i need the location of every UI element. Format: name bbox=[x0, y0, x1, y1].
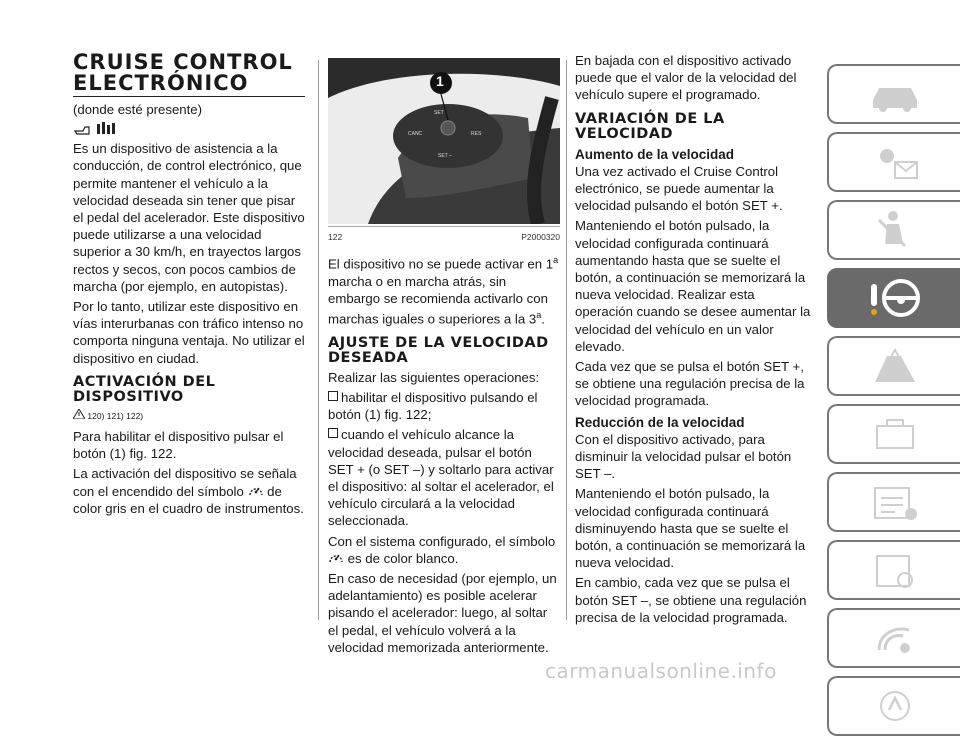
figure-caption bbox=[328, 226, 560, 246]
decrease-paragraph-3: En cambio, cada vez que se pulsa el botón SET –, se obtiene una regulación precisa de la velocidad programada. bbox=[575, 575, 807, 625]
gear-text-c: . bbox=[541, 311, 545, 327]
availability-note: (donde esté presente) bbox=[73, 102, 203, 117]
tab-specs[interactable] bbox=[827, 540, 960, 600]
city-usage-paragraph: Por lo tanto, utilizar este dispositivo en vías interurbanas con tráfico intenso no comporta ninguna ventaja. No utilizar el dispositivo en ciudad. bbox=[73, 299, 305, 366]
decrease-paragraph-2: Manteniendo el botón pulsado, la velocidad configurada continuará disminuyendo hasta que se suelte el botón, a continuación se memorizará la nueva velocidad. bbox=[575, 486, 806, 571]
figure-code: P2000320 bbox=[521, 232, 560, 242]
warning-triangle-icon bbox=[73, 409, 85, 419]
bullet-item-1 bbox=[328, 389, 560, 423]
symbol-text-a: La activación del dispositivo se señala con el encendido del símbolo bbox=[73, 466, 297, 499]
tab-road-warning[interactable] bbox=[827, 336, 960, 396]
warning-refs bbox=[73, 408, 305, 425]
downhill-paragraph: En bajada con el dispositivo activado puede que el valor de la velocidad del vehículo supere el programado. bbox=[575, 53, 797, 103]
subheading-increase: Aumento de la velocidad bbox=[575, 146, 735, 162]
overtaking-paragraph: En caso de necesidad (por ejemplo, un adelantamiento) es posible acelerar pisando el acelerador: luego, al soltar el pedal, el vehículo volverá a la velocidad memorizada anteriormente. bbox=[328, 571, 557, 655]
title-line-2: ELECTRÓNICO bbox=[73, 71, 249, 95]
figure-number: 122 bbox=[328, 232, 343, 242]
cruise-control-symbol-icon bbox=[248, 484, 264, 498]
increase-paragraph-1: Una vez activado el Cruise Control electrónico, se puede aumentar la velocidad pulsando el botón SET +. bbox=[575, 163, 783, 214]
multimedia-icon bbox=[865, 614, 925, 662]
section-title-set-speed: AJUSTE DE LA VELOCIDAD DESEADA bbox=[328, 334, 549, 366]
column-1 bbox=[73, 52, 305, 520]
subheading-decrease: Reducción de la velocidad bbox=[575, 414, 745, 430]
gear-paragraph bbox=[328, 252, 560, 328]
service-schedule-icon bbox=[865, 478, 925, 526]
tab-service-schedule[interactable] bbox=[827, 472, 960, 532]
specs-icon bbox=[865, 546, 925, 594]
gear-sup-1: a bbox=[553, 255, 559, 266]
gear-text-b: marcha o en marcha atrás, sin embargo se recomienda activarlo con marchas iguales o superiores a la 3 bbox=[328, 273, 548, 327]
figure-callout-1: 1 bbox=[436, 73, 444, 89]
intro-paragraph: Es un dispositivo de asistencia a la conducción, de control electrónico, que permite mantener el vehículo a la velocidad deseada sin tener que pisar el pedal del acelerador. Este dispositivo puede utilizarse a una velocidad superior a 30 km/h, en trayectos largos rectos y secos, con pocos cambios de marcha (por ejemplo, en autopistas). bbox=[73, 141, 305, 294]
cruise-control-symbol-icon bbox=[328, 551, 344, 565]
configured-text-a: Con el sistema configurado, el símbolo bbox=[328, 533, 556, 549]
section-title-activation: ACTIVACIÓN DEL DISPOSITIVO bbox=[73, 373, 216, 405]
title-line-1: CRUISE CONTROL bbox=[73, 50, 293, 74]
symbol-text-b: de color gris en el cuadro de instrumentos. bbox=[73, 483, 304, 516]
bullet-box-icon bbox=[328, 428, 338, 438]
gear-sup-2: a bbox=[536, 310, 542, 321]
tab-car[interactable] bbox=[827, 64, 960, 124]
button-label-set-minus: SET – bbox=[438, 153, 452, 159]
configured-text-b: es de color blanco. bbox=[347, 550, 459, 566]
bullet-box-icon bbox=[328, 391, 338, 401]
dashboard-lights-icon bbox=[865, 138, 925, 186]
button-label-set: SET bbox=[434, 110, 444, 116]
bullet-item-2 bbox=[328, 426, 560, 529]
tab-multimedia[interactable] bbox=[827, 608, 960, 668]
toolbox-icon bbox=[865, 410, 925, 458]
steering-wheel-key-icon bbox=[865, 274, 925, 322]
option-icons bbox=[73, 121, 305, 137]
activation-paragraph: Para habilitar el dispositivo pulsar el botón (1) fig. 122. bbox=[73, 429, 284, 462]
figure-steering-wheel bbox=[328, 58, 560, 224]
column-3 bbox=[575, 52, 815, 629]
warning-ref-numbers: 120) 121) 122) bbox=[87, 410, 144, 421]
increase-paragraph-3: Cada vez que se pulsa el botón SET +, se obtiene una regulación precisa de la velocidad programada. bbox=[575, 359, 805, 409]
alphabet-index-icon bbox=[865, 682, 925, 730]
main-title bbox=[73, 52, 305, 97]
button-label-res: RES bbox=[471, 131, 482, 137]
tab-seat-airbag[interactable] bbox=[827, 200, 960, 260]
chapter-tabs bbox=[827, 64, 960, 744]
column-2 bbox=[328, 52, 560, 659]
seat-airbag-icon bbox=[865, 206, 925, 254]
section-title-speed-variation: VARIACIÓN DE LA VELOCIDAD bbox=[575, 110, 725, 142]
hand-pointer-icon bbox=[73, 121, 119, 137]
bullet-text-2: cuando el vehículo alcance la velocidad deseada, pulsar el botón SET + (o SET –) y soltarlo para activar el dispositivo: al soltar el acelerador, el vehículo circulará a la velocidad seleccionada. bbox=[328, 427, 554, 529]
configured-symbol-paragraph bbox=[328, 533, 560, 567]
decrease-paragraph-1: Con el dispositivo activado, para disminuir la velocidad pulsar el botón SET –. bbox=[575, 431, 792, 482]
watermark: carmanualsonline.info bbox=[545, 659, 777, 683]
bullet-text-1: habilitar el dispositivo pulsando el botón (1) fig. 122; bbox=[328, 390, 538, 423]
tab-dashboard-lights[interactable] bbox=[827, 132, 960, 192]
road-warning-icon bbox=[865, 342, 925, 390]
column-divider-1 bbox=[318, 60, 319, 620]
tab-toolbox[interactable] bbox=[827, 404, 960, 464]
operations-intro: Realizar las siguientes operaciones: bbox=[328, 369, 540, 385]
gear-text-a: El dispositivo no se puede activar en 1 bbox=[328, 256, 554, 272]
column-divider-2 bbox=[566, 60, 567, 620]
tab-steering-wheel-key[interactable] bbox=[827, 268, 960, 328]
increase-paragraph-2: Manteniendo el botón pulsado, la velocidad configurada continuará aumentando hasta que se suelte el botón, a continuación se memorizará la nueva velocidad. Realizar esta operación cuando se desee aumentar la velocidad del vehículo en un valor elevado. bbox=[575, 218, 811, 354]
tab-alphabet-index[interactable] bbox=[827, 676, 960, 736]
symbol-paragraph bbox=[73, 465, 305, 517]
button-label-canc: CANC bbox=[408, 131, 423, 137]
steering-wheel-illustration bbox=[328, 58, 560, 224]
car-icon bbox=[865, 70, 925, 118]
